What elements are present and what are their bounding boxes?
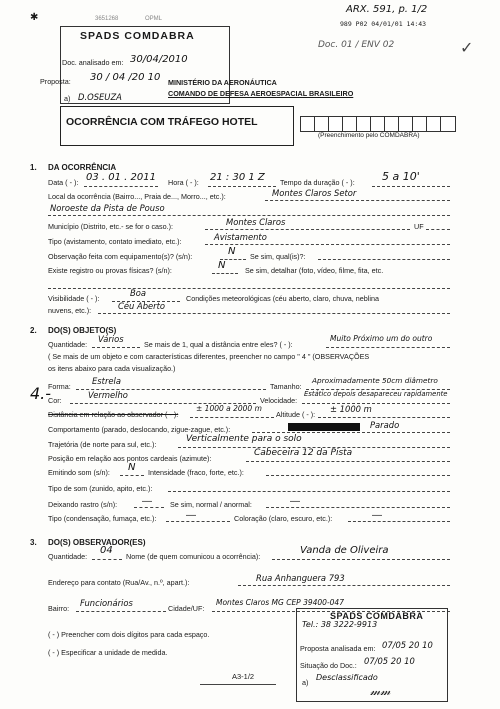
data-label: Data ( - ): bbox=[48, 178, 79, 187]
color-dash: — bbox=[372, 510, 382, 521]
municipio-label: Município (Distrito, etc.- se for o caso.): bbox=[48, 222, 174, 231]
proposta-label: Proposta: bbox=[40, 77, 71, 86]
form-code-cell[interactable] bbox=[440, 116, 456, 132]
form-title: OCORRÊNCIA COM TRÁFEGO HOTEL bbox=[66, 116, 258, 128]
tiposom-label: Tipo de som (zunido, apito, etc.): bbox=[48, 484, 153, 493]
equip-label: Observação feita com equipamento(s)? (s/n): bbox=[48, 252, 193, 261]
section3-number: 3. bbox=[30, 538, 37, 547]
section2-title: DO(S) OBJETO(S) bbox=[48, 326, 117, 335]
cor-value[interactable]: Vermelho bbox=[88, 390, 128, 400]
local-value-1[interactable]: Montes Claros Setor bbox=[272, 188, 357, 198]
som-value[interactable]: N bbox=[128, 462, 136, 473]
posicao-value[interactable]: Cabeceira 12 da Pista bbox=[254, 448, 353, 458]
tipo-value[interactable]: Avistamento bbox=[214, 232, 267, 242]
hora-value[interactable]: 21 : 30 1 Z bbox=[210, 172, 265, 183]
altitude-value[interactable]: ± 1000 m bbox=[330, 404, 372, 414]
comport-value[interactable]: Parado bbox=[370, 420, 400, 430]
section2-number: 2. bbox=[30, 326, 37, 335]
cidade-value[interactable]: Montes Claros MG CEP 39400-047 bbox=[216, 598, 344, 607]
registro-detail-label: Se sim, detalhar (foto, vídeo, filme, fita, etc. bbox=[245, 266, 384, 275]
forma-label: Forma: bbox=[48, 382, 71, 391]
traj-label: Trajetória (de norte para sul, etc.): bbox=[48, 440, 157, 449]
tipor-dash: — bbox=[186, 510, 196, 521]
nuvens-label: nuvens, etc.): bbox=[48, 306, 92, 315]
doc-ref: Doc. 01 / ENV 02 bbox=[318, 40, 395, 50]
rastro-sim-label: Se sim, normal / anormal: bbox=[170, 500, 252, 509]
dist-label: Se mais de 1, qual a distância entre eles? ( - ): bbox=[144, 340, 293, 349]
visib-value[interactable]: Boa bbox=[130, 288, 147, 298]
checkmark-icon: ✓ bbox=[460, 40, 474, 57]
rastro-dash: — bbox=[142, 496, 152, 507]
footer-note-2: ( - ) Especificar a unidade de medida. bbox=[48, 648, 168, 657]
stamp-sig-value[interactable]: Desclassificado bbox=[316, 673, 378, 682]
equip-value[interactable]: N bbox=[228, 246, 236, 257]
end-label: Endereço para contato (Rua/Av., n.º, apart.): bbox=[48, 578, 190, 587]
equip-qual-label: Se sim, qual(is)?: bbox=[250, 252, 306, 261]
section3-title: DO(S) OBSERVADOR(ES) bbox=[48, 538, 146, 547]
stamp-proposta-label: Proposta analisada em: bbox=[300, 644, 376, 653]
duracao-value[interactable]: 5 a 10' bbox=[382, 170, 420, 183]
municipio-value[interactable]: Montes Claros bbox=[226, 217, 286, 227]
section1-number: 1. bbox=[30, 163, 37, 172]
duracao-label: Tempo da duração ( - ): bbox=[280, 178, 355, 187]
stamp-proposta-value[interactable]: 07/05 20 10 bbox=[382, 640, 433, 650]
stamp-bottom-tel: Tel.: 38 3222-9913 bbox=[302, 620, 378, 629]
som-label: Emitindo som (s/n): bbox=[48, 468, 110, 477]
uf-label: UF bbox=[414, 222, 424, 231]
rastro-label: Deixando rastro (s/n): bbox=[48, 500, 118, 509]
form-note: (Preenchimento pelo COMDABRA) bbox=[318, 132, 420, 139]
comport-label: Comportamento (parado, deslocando, zigue-zague, etc.): bbox=[48, 425, 231, 434]
fax-line: 989 P02 04/01/01 14:43 bbox=[340, 20, 427, 28]
qtd-label: Quantidade: bbox=[48, 340, 88, 349]
cond-label: Condições meteorológicas (céu aberto, claro, chuva, neblina bbox=[186, 294, 379, 303]
margin-mark-icon: 4.- bbox=[30, 384, 52, 403]
veloc-label: Velocidade: bbox=[260, 396, 298, 405]
stamp-top-org: SPADS COMDABRA bbox=[80, 30, 195, 42]
situacao-label: Situação do Doc.: bbox=[300, 661, 357, 670]
doc-analisado-label: Doc. analisado em: bbox=[62, 58, 124, 67]
doc-number: 3651268 bbox=[95, 16, 119, 22]
local-value-2[interactable]: Noroeste da Pista de Pouso bbox=[50, 203, 165, 213]
bairro-label: Bairro: bbox=[48, 604, 70, 613]
nome-value[interactable]: Vanda de Oliveira bbox=[300, 545, 389, 556]
doc-mark: OPML bbox=[145, 16, 163, 22]
rastro-sim-dash: — bbox=[290, 496, 300, 507]
stamp-sig-label: a) bbox=[302, 678, 309, 687]
ministry-title: MINISTÉRIO DA AERONÁUTICA bbox=[168, 78, 277, 87]
obs-qtd-label: Quantidade: bbox=[48, 552, 88, 561]
forma-value[interactable]: Estrela bbox=[92, 376, 121, 386]
corner-mark-icon: ✱ bbox=[30, 12, 39, 23]
tipo-label: Tipo (avistamento, contato imediato, etc.): bbox=[48, 237, 182, 246]
signature-label: a) bbox=[64, 94, 71, 103]
page-code: A3-1/2 bbox=[232, 672, 255, 681]
signature-mark-icon: 𝓂𝓂 bbox=[370, 684, 391, 698]
altitude-label: Altitude ( - ): bbox=[276, 410, 316, 419]
command-title: COMANDO DE DEFESA AEROESPACIAL BRASILEIRO bbox=[168, 89, 354, 98]
footer-note-1: ( - ) Preencher com dois dígitos para cada espaço. bbox=[48, 630, 210, 639]
top-right-code: ARX. 591, p. 1/2 bbox=[346, 4, 428, 15]
bairro-value[interactable]: Funcionários bbox=[80, 598, 133, 608]
redaction-bar bbox=[288, 423, 360, 431]
dist-value[interactable]: Muito Próximo um do outro bbox=[330, 334, 433, 343]
tipor-label: Tipo (condensação, fumaça, etc.): bbox=[48, 514, 157, 523]
registro-value[interactable]: N bbox=[218, 260, 226, 271]
veloc-value[interactable]: Estático depois desapareceu rapidamente bbox=[304, 390, 448, 398]
doc-analisado-value: 30/04/2010 bbox=[130, 54, 188, 65]
section1-title: DA OCORRÊNCIA bbox=[48, 163, 117, 172]
situacao-value[interactable]: 07/05 20 10 bbox=[364, 656, 415, 666]
proposta-value: 30 / 04 /20 10 bbox=[90, 72, 161, 83]
note-2: os itens abaixo para cada visualização.) bbox=[48, 364, 176, 373]
signature-value: D.OSEUZA bbox=[78, 92, 122, 102]
nome-label: Nome (de quem comunicou a ocorrência): bbox=[126, 552, 261, 561]
tamanho-label: Tamanho: bbox=[270, 382, 302, 391]
local-label: Local da ocorrência (Bairro..., Praia de..., Morro..., etc.): bbox=[48, 192, 226, 201]
distobs-value[interactable]: ± 1000 a 2000 m bbox=[196, 404, 262, 413]
posicao-label: Posição em relação aos pontos cardeais (azimute): bbox=[48, 454, 212, 463]
nuvens-value[interactable]: Céu Aberto bbox=[118, 301, 166, 311]
note-1: ( Se mais de um objeto e com características diferentes, preencher no campo " 4 " (OBSERVAÇÕES bbox=[48, 352, 370, 361]
intens-label: Intensidade (fraco, forte, etc.): bbox=[148, 468, 244, 477]
visib-label: Visibilidade ( - ): bbox=[48, 294, 100, 303]
traj-value[interactable]: Verticalmente para o solo bbox=[186, 434, 302, 444]
stamp-bottom-org: SPADS COMDABRA bbox=[330, 611, 424, 621]
hora-label: Hora ( - ): bbox=[168, 178, 199, 187]
cidade-label: Cidade/UF: bbox=[168, 604, 205, 613]
tamanho-value[interactable]: Aproximadamente 50cm diâmetro bbox=[312, 376, 438, 385]
end-value[interactable]: Rua Anhanguera 793 bbox=[256, 573, 345, 583]
color-label: Coloração (claro, escuro, etc.): bbox=[234, 514, 333, 523]
data-value[interactable]: 03 . 01 . 2011 bbox=[86, 172, 156, 183]
registro-label: Existe registro ou provas físicas? (s/n): bbox=[48, 266, 172, 275]
qtd-value[interactable]: Vários bbox=[98, 334, 124, 344]
distobs-label: Distância em relação ao observador ( - ): bbox=[48, 410, 179, 419]
cor-label: Cor: bbox=[48, 396, 62, 405]
obs-qtd-value[interactable]: 04 bbox=[100, 545, 113, 556]
